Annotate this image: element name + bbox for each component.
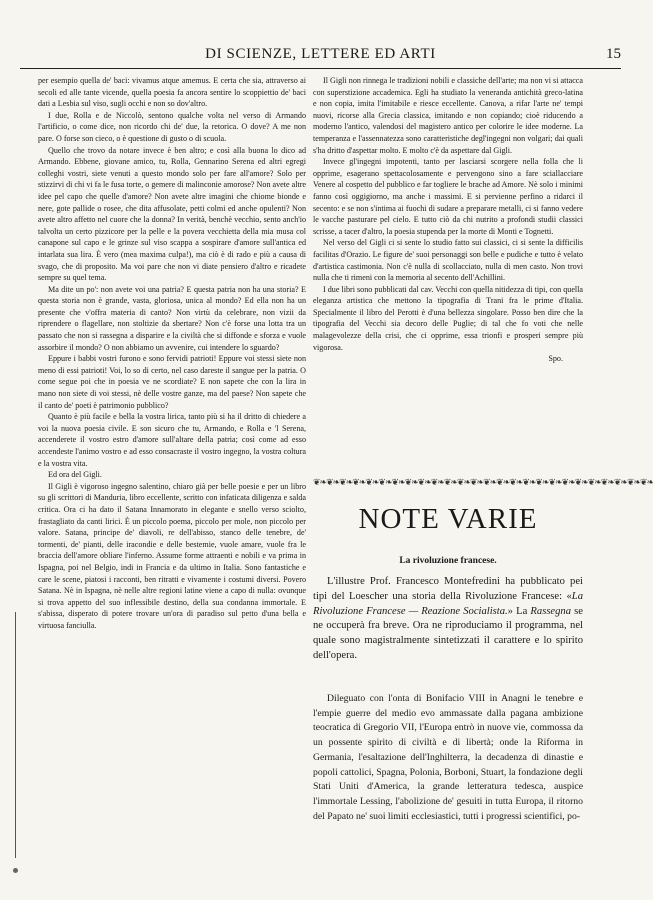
paragraph: Il Gigli non rinnega le tradizioni nobili e classiche dell'arte; ma non vi si attacca con superstizione accademica. Egli ha studiato la veneranda antichità greco-latina e non copia, imita l'imitabile e riesce eccellente. Canova, a rifar l'arte ne' tempi nuovi, ricorse alla Grecia classica, imitando e non copiando; cioè riducendo a moderno l'antico, valendosi del magistero antico per colorire le idee moderne. La temperanza e l'assennatezza sono caratteristiche degl'ingegni non volgari; dai quali s'ha dritto d'aspettar molto. E molto c'è da aspettare dal Gigli. <box>313 76 583 155</box>
paragraph: Dileguato con l'onta di Bonifacio VIII in Anagni le tenebre e l'empie guerre del medio evo ammassate dalla pagana ambizione teocratica di Gregorio VII, l'Europa entrò in nuove vie, commossa da un possente spirito di civiltà e di libertà; onde la Riforma in Germania, l'esaltazione dell'Inghilterra, la decadenza di dinastie e popoli cattolici, Spagna, Polonia, Borboni, Stuart, la fondazione degli Stati Uniti d'America, la grande letteratura tedesca, auspice l'immortale Lessing, l'abolizione de' gesuiti in tutta Europa, il ritorno del Papato ne' suoi limiti ecclesiastici, tutti i progressi scientifici, po- <box>313 693 583 822</box>
paragraph: Nel verso del Gigli ci si sente lo studio fatto sui classici, ci si sente la difficilis facilitas d'Orazio. Le figure de' suoi personaggi son belle e pudiche e tutto è velato d'artistica castimonia. Non c'è nulla di scollacciato, nulla di men casto. Non trovi nulla che ti rimeni con la memoria al secento dell'Achillini. <box>313 238 583 283</box>
divider-ornament: ❦❧❦❧❦❧❦❧❦❧❦❧❦❧❦❧❦❧❦❧❦❧❦❧❦❧❦❧❦❧❦❧❦❧❦❧❦❧❦❧❦❧❦❧❦❧❦❧❦❧❦❧ <box>313 478 653 488</box>
right-column <box>313 75 583 365</box>
page-number: 15 <box>606 46 621 62</box>
intro-block <box>313 575 583 664</box>
article-subtitle: La rivoluzione francese. <box>399 556 497 566</box>
paragraph: Eppure i babbi vostri furono e sono fervidi patrioti! Eppure voi stessi siete non meno di essi patrioti! Voi, lo so di certo, nel caso dareste il sangue per la patria. O come segue poi che in poesia ve ne scordiate? E non sapete che con la lira in mano non siete di voi stessi, nè delle vostre ganze, ma del paese? Non sapete che il canto de' poeti è patrimonio pubblico? <box>38 354 306 410</box>
paragraph: I due, Rolla e de Niccolò, sentono qualche volta nel verso di Armando l'artificio, o come dice, non ricordo chi de' due, la retorica. O dove? A me non pare. O forse son cieco, o è questione di gusto o di scuola. <box>38 110 306 143</box>
paragraph: Quanto è più facile e bella la vostra lirica, tanto più si ha il dritto di chiedere a voi la nuova poesia civile. E son sicuro che tu, Armando, e Rolla e 'l Serena, accenderete il vostro estro d'amore sull'altare della patria; così come ad esso accendeste l'animo vostro e ad esso consacraste il vostro ingegno, la vostra coltura e la vostra vita. <box>38 412 306 468</box>
intro-text-c: se ne occuperà fra breve. Ora ne riproduciamo il programma, nel quale sono magistralmente sintetizzati il carattere e lo spirito dell'opera. <box>313 605 583 661</box>
paragraph: Ed ora del Gigli. <box>48 470 102 480</box>
paragraph: per esempio quella de' baci: vivamus atque amemus. E certa che sia, attraverso ai secoli ed alle tante vicende, quella poesia fa ancora sentire lo scoppiettio de' baci dati a Lesbia sul viso, sugli occhi e non so dov'altro. <box>38 76 306 109</box>
journal-name: Rassegna <box>530 605 572 617</box>
running-header <box>20 44 621 69</box>
section-title: NOTE VARIE <box>358 503 538 535</box>
paragraph: Ma dite un po': non avete voi una patria? E questa patria non ha una storia? E questa storia non è grande, vasta, gloriosa, unica al mondo? Ed ella non ha un presente che v'offra materia di canto? Non virtù da celebrare, non vizii da riprendere o flagellare, non stoltizie da sbertare? Non c'è forse una lotta tra un passato che non si rassegna a disparire e la civiltà che si diffonde e sforza e vuole assorbire il mondo? O non abbiamo un avvenire, cui intendere lo sguardo? <box>38 284 306 352</box>
paragraph: Invece gl'ingegni impotenti, tanto per lasciarsi scorgere nella folla che li opprime, esagerano spettacolosamente e pervengono sino a fare sciallacciare Venere al cospetto del pubblico e far togliere le brache ad Amore. Nè solo i minimi fanno così oggigiorno, ma anche i massimi. E si pervienne perfino a ridarci il secento: e se non s'intima ai fuochi di sudare a preparare metalli, ci si fanno vedere le vacche pasturare pel cielo. E tutto ciò da chi nutrito a profondi studii classici scrisse, a tacer d'altro, la poesia stupenda per la morte di Monti e Tognetti. <box>313 157 583 236</box>
left-column <box>38 75 306 632</box>
program-text <box>313 692 583 824</box>
journal-title: DI SCIENZE, LETTERE ED ARTI <box>205 46 436 62</box>
intro-text-a: L'illustre Prof. Francesco Montefredini ha pubblicato pei tipi del Loescher una storia della Rivoluzione Francese: « <box>313 576 583 602</box>
paragraph: Il Gigli è vigoroso ingegno salentino, chiaro già per belle poesie e per un libro su gli scrittori di Manduria, libro eccellente, scritto con infaticata diligenza e salda critica. Ora ci ha dato il Satana Innamorato in elegante e snello verso sciolto, frastagliato da canti lirici. È un piccolo poema, piccolo per mole, non piccolo per valore. Satana, principe de' diavoli, re dell'abisso, stanco delle tenebre, de' tormenti, de' pianti, delle iracondie e delle bestemie, vuole amare, vuole fra le braccia dell'amore obliare l'inferno. Assume forme attraenti e nobili e va prima in Ispagna, poi nel Belgio, indi in Francia e da ultimo in Italia. Sono fantastiche e care le scene, piatosi i racconti, ben ritratti e vivamente i costumi diversi. Povero Satana. Nè in Ispagna, nè nelle altre regioni latine viene a capo di nulla: ovunque si trova appetto del suo inflessibile destino, della sua condanna immortale. E s'abissa, disperato di potere trovare un'ora di paradiso sul petto d'una bella e virtuosa fanciulla. <box>38 481 306 630</box>
intro-paragraph <box>313 575 583 664</box>
margin-dot <box>13 868 18 873</box>
signature: Spo. <box>548 354 563 364</box>
ornamental-divider <box>313 478 653 488</box>
paragraph: Quello che trovo da notare invece è ben altro; e così alla buona lo dico ad Armando. Ebbene, giovane amico, tu, Rolla, Gennarino Serena ed altri egregi colleghi vostri, siete venuti a questo mondo solo per fare all'amore? Solo per stizzirvi di chi vi fa le fusa torte, o gemere di malinconie amorose? Non avete altre idee pel capo che quelle d'amore? Non avete altre imagini che chiome bionde e nere, gote pallide o rosee, che dita affusolate, petti colmi ed anche opulenti? Non avete altro affetto nel cuore che la donna? In verità, benchè vecchio, sento anch'io talvolta un certo pizzicore per la pelle e la povera vecchietta della mia musa col canapone sul capo e le grinze sul viso scappa a sospirare d'amore sull'antica ed intarlata sua lira. È vero (mea maxima culpa!), ma ciò è di rado e più a causa di svago, che di proposito. Ma voi pare che non vi diate pensiero d'altro e ricadete sempre su quel tema. <box>38 145 306 283</box>
paragraph: I due libri sono pubblicati dal cav. Vecchi con quella nitidezza di tipi, con quella eleganza artistica che mettono la tipografia di Trani fra le prime d'Italia. Specialmente il libro del Perotti è d'una bellezza singolare. Posso ben dire che la tipografia del Vecchi sia decoro delle Puglie; di tal che fo voti che nelle malagevolezze della crisi, che ci opprime, essa trionfi e prosperi sempre più vigorosa. <box>313 284 583 352</box>
book-title: La Rivoluzione Francese — Reazione Socialista. <box>313 590 583 617</box>
margin-line <box>15 612 16 858</box>
intro-text-b: » La <box>507 605 528 617</box>
